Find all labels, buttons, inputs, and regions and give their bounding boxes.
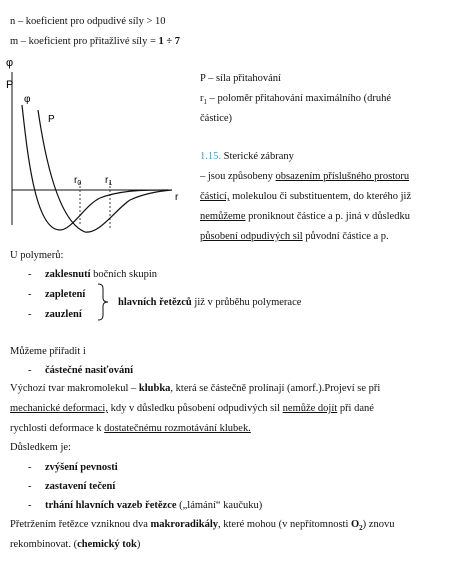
brace-text [118,296,301,309]
final-text: rekombinovat. ( [10,539,78,550]
n-coefficient-text: n – koeficient pro odpudivé síly > 10 [10,16,166,27]
steric-underlined: obsazením příslušného prostoru [275,171,410,182]
final-line-2 [10,538,140,551]
section-number: 1.15. [200,151,221,162]
phi-axis-label: φ [6,57,14,69]
steric-text: – jsou způsobeny [200,171,276,182]
steric-line-4 [200,230,389,243]
bullet-marker: - [28,500,32,511]
m-coefficient-text: m – koeficient pro přitažlivé síly = [10,36,159,47]
polymer-bullet-3 [28,308,82,321]
r1-definition-continuation: částice) [200,113,233,124]
steric-underlined: nemůžeme [200,211,246,222]
final-bold: chemický tok [77,539,137,550]
steric-underlined: částicí, [200,191,230,202]
bullet-bold: zastavení tečení [45,481,116,492]
para-underlined: mechanické deformaci, [10,403,108,414]
steric-text: molekulou či substituentem, do kterého již [229,191,412,202]
para-bold: klubka [138,383,171,394]
bullet-marker: - [28,309,32,320]
bullet-marker: - [28,269,32,280]
r1-symbol: r [200,93,204,104]
bullet-marker: - [28,481,32,492]
assign-intro-text: Můžeme přiřadit i [10,346,86,357]
consequence-bullet-2 [28,480,116,493]
bullet-marker: - [28,462,32,473]
brace-rest: již v průběhu polymerace [191,297,302,308]
section-heading [200,150,294,163]
assign-intro [10,345,86,358]
final-line-1 [10,518,394,535]
polymer-intro-text: U polymerů: [10,250,64,261]
steric-line-3 [200,210,410,223]
para-text: Výchozí tvar makromolekul – [10,383,139,394]
bullet-marker: - [28,289,32,300]
bullet-marker: - [28,365,32,376]
final-text: , které mohou (v nepřítomnosti [218,519,351,530]
oxygen-symbol: O [351,519,360,530]
bullet-bold: zauzlení [45,309,82,320]
r0-label: $r_0$ [74,175,82,187]
final-text: ) znovu [362,519,395,530]
consequence-bullet-3 [28,499,263,512]
phi-curve [22,105,168,230]
bullet-bold: zaklesnutí [45,269,91,280]
final-text: ) [136,539,141,550]
final-text: Přetržením řetězce vzniknou dva [10,519,151,530]
consequence-intro-text: Důsledkem je: [10,442,71,453]
bullet-bold: trhání hlavních vazeb řetězce [45,500,177,511]
p-definition-text: P – síla přitahování [200,73,281,84]
r1-definition [200,92,435,109]
bullet-content [45,268,157,281]
oxygen-subscript: 2 [359,524,363,533]
phi-curve-label: φ [24,94,31,105]
para-text: , která se částečně prolínají (amorf.).Projeví se při [170,383,381,394]
final-bold: makroradikály [150,519,219,530]
para-underlined: nemůže dojít [282,403,338,414]
bullet-bold: zvýšení pevnosti [45,462,118,473]
n-coefficient-line [10,15,166,28]
section-title: Sterické zábrany [221,151,294,162]
para-text: kdy v důsledku působení odpudivých sil [107,403,283,414]
p-definition [200,72,281,85]
steric-text: proniknout částice a p. jiná v důsledku [245,211,410,222]
paragraph-line-3 [10,422,251,435]
bullet-bold: zapletení [45,289,86,300]
m-coefficient-line [10,35,180,48]
consequence-bullet-1 [28,461,118,474]
para-text: rychlosti deformace k [10,423,105,434]
bullet-rest: bočních skupin [90,269,158,280]
r1-definition-text: – poloměr přitahování maximálního (druhé [207,93,391,104]
p-axis-label: P [6,79,14,91]
polymer-bullet-1 [28,268,158,281]
steric-line-1 [200,170,409,183]
r1-subscript: 1 [203,98,207,107]
steric-text: původní částice a p. [302,231,389,242]
p-curve-label: P [48,114,55,125]
paragraph-line-1 [10,382,380,395]
r-axis-label: r [175,192,179,203]
bullet-content [45,499,262,512]
r1-definition-cont [200,112,232,125]
m-coefficient-value: 1 ÷ 7 [158,36,181,47]
r1-label: $r_1$ [105,175,113,187]
polymer-bullet-2 [28,288,86,301]
polymer-intro [10,249,63,262]
para-text: při dané [337,403,374,414]
p-curve [38,110,172,232]
brace-bold: hlavních řetězců [118,297,192,308]
bullet-bold: částečné nasiťování [45,365,134,376]
assign-bullet [28,364,134,377]
bullet-rest: („lámání“ kaučuku) [176,500,263,511]
para-underlined: dostatečnému rozmotávání klubek. [104,423,251,434]
consequence-intro [10,441,71,454]
paragraph-line-2 [10,402,374,415]
steric-underlined: působení odpudivých sil [200,231,303,242]
potential-graph [0,50,195,240]
steric-line-2 [200,190,411,203]
curly-brace [96,282,110,322]
